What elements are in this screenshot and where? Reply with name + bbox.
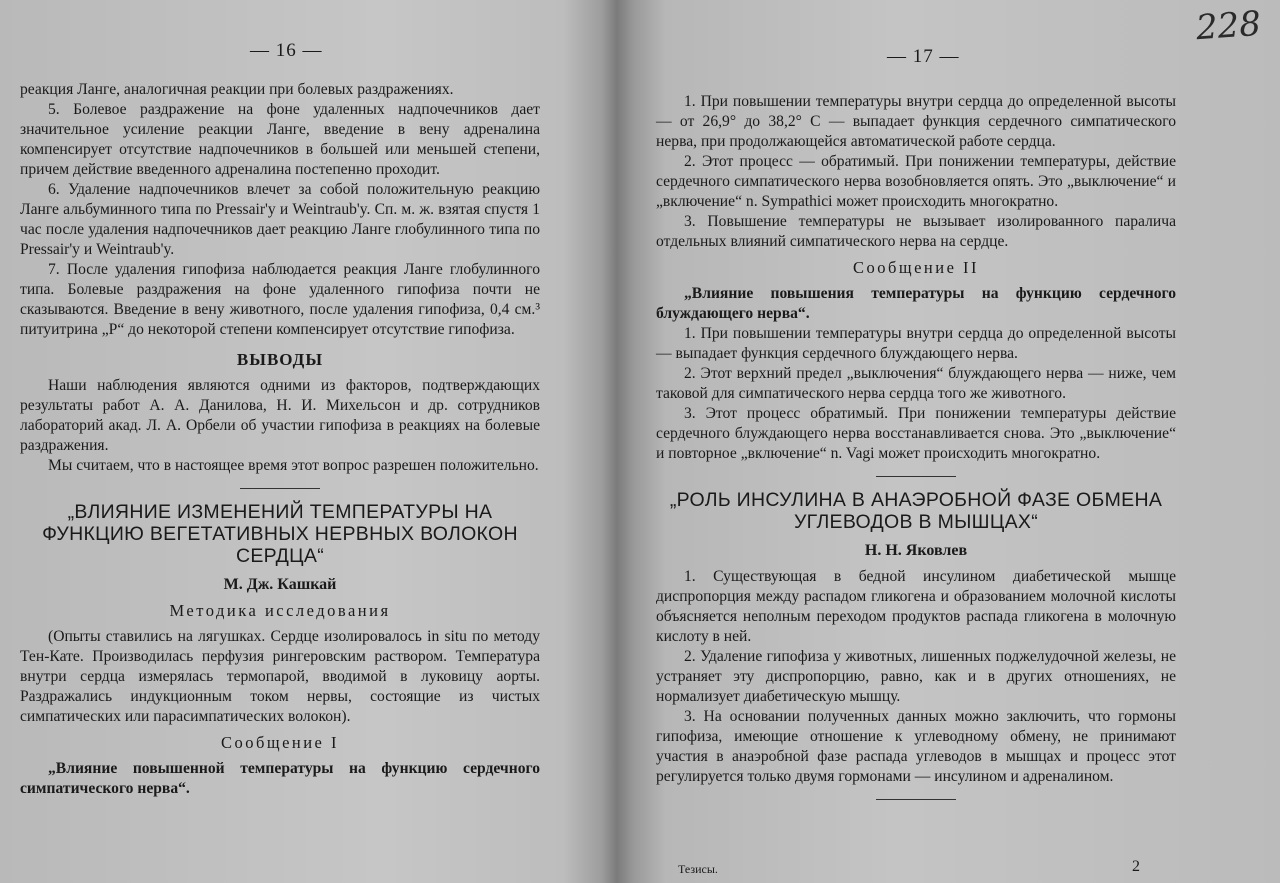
- left-text-column: [20, 80, 540, 799]
- report-heading: Сообщение II: [852, 258, 980, 277]
- report-title: „Влияние повышения температуры на функцию сердечного блуждающего нерва“.: [656, 285, 1176, 322]
- paragraph: Мы считаем, что в настоящее время этот вопрос разрешен положительно.: [48, 457, 539, 474]
- paragraph: 2. Этот верхний предел „выключения“ блуждающего нерва — ниже, чем таковой для симпатического нерва сердца того же животного.: [656, 365, 1176, 402]
- paragraph: Наши наблюдения являются одними из факторов, подтверждающих результаты работ А. А. Данилова, Н. И. Михельсон и др. сотрудников лабораторий акад. Л. А. Орбели об участии гипофиза в реакциях на болевые раздражения.: [20, 377, 540, 454]
- article-author: Н. Н. Яковлев: [864, 542, 968, 559]
- paragraph: 1. Существующая в бедной инсулином диабетической мышце диспропорция между распадом гликогена и образованием молочной кислоты объясняется неполным переходом продуктов распада гликогена в молочную кислоту в ней.: [656, 568, 1176, 645]
- paragraph: 1. При повышении температуры внутри сердца до определенной высоты — от 26,9° до 38,2° С — выпадает функция сердечного симпатического нерва, при продолжающейся автоматической работе сердца.: [656, 93, 1176, 150]
- footer-label: Тезисы.: [678, 862, 718, 876]
- paragraph: (Опыты ставились на лягушках. Сердце изолировалось in situ по методу Тен-Кате. Производилась перфузия рингеровским раствором. Температура внутри сердца измерялась термопарой, вводимой в луковицу аорты. Раздражались индукционным током нервы, состоящие из чистых симпатических или парасимпатических волокон).: [20, 628, 540, 725]
- method-heading: Методика исследования: [169, 601, 391, 620]
- section-divider: [876, 476, 956, 477]
- left-page: [0, 0, 580, 883]
- section-divider: [876, 799, 956, 800]
- footer-sheet-number: 2: [1132, 858, 1140, 875]
- paragraph: реакция Ланге, аналогичная реакции при болевых раздражениях.: [20, 81, 454, 98]
- paragraph: 2. Этот процесс — обратимый. При понижении температуры, действие сердечного симпатического нерва возобновляется опять. Это „выключение“ и „включение“ n. Sympathici может происходить многократно.: [656, 153, 1176, 210]
- right-text-column: [656, 92, 1176, 812]
- article-author: М. Дж. Кашкай: [223, 576, 337, 593]
- handwritten-page-mark: 228: [1194, 3, 1263, 49]
- section-divider: [240, 488, 320, 489]
- paragraph: 2. Удаление гипофиза у животных, лишенных поджелудочной железы, не устраняет эту диспропорцию, равно, как и в других отношениях, не нормализует диабетическую мышцу.: [656, 648, 1176, 705]
- page-number-right: — 17 —: [887, 46, 960, 67]
- paragraph: 3. Повышение температуры не вызывает изолированного паралича отдельных влияний симпатического нерва на сердце.: [656, 213, 1176, 250]
- paragraph: 5. Болевое раздражение на фоне удаленных надпочечников дает значительное усиление реакции Ланге, введение в вену адреналина компенсирует отсутствие надпочечников в большей или меньшей степени, причем действие введенного адреналина постепенно проходит.: [20, 101, 540, 178]
- report-heading: Сообщение I: [220, 733, 340, 752]
- paragraph: 3. Этот процесс обратимый. При понижении температуры действие сердечного блуждающего нерва восстанавливается снова. Это „выключение“ и повторное „включение“ n. Vagi может происходить многократно.: [656, 405, 1176, 462]
- article-title: „РОЛЬ ИНСУЛИНА В АНАЭРОБНОЙ ФАЗЕ ОБМЕНА УГЛЕВОДОВ В МЫШЦАХ“: [669, 489, 1163, 533]
- report-title: „Влияние повышенной температуры на функцию сердечного симпатического нерва“.: [20, 760, 540, 797]
- paragraph: 1. При повышении температуры внутри сердца до определенной высоты — выпадает функция сердечного блуждающего нерва.: [656, 325, 1176, 362]
- conclusions-heading: ВЫВОДЫ: [236, 350, 324, 369]
- right-page: [600, 0, 1280, 883]
- page-number-left: — 16 —: [250, 40, 323, 61]
- article-title: „ВЛИЯНИЕ ИЗМЕНЕНИЙ ТЕМПЕРАТУРЫ НА ФУНКЦИЮ ВЕГЕТАТИВНЫХ НЕРВНЫХ ВОЛОКОН СЕРДЦА“: [42, 501, 518, 567]
- paragraph: 6. Удаление надпочечников влечет за собой положительную реакцию Ланге альбуминного типа по Pressair'y и Weintraub'y. Сп. м. ж. взятая спустя 1 час после удаления надпочечников дает реакцию Ланге глобулинного типа по Pressair'y и Weintraub'y.: [20, 181, 540, 258]
- paragraph: 7. После удаления гипофиза наблюдается реакция Ланге глобулинного типа. Болевые раздражения на фоне удаленного гипофиза почти не сказываются. Введение в вену животного, после удаления гипофиза, 0,4 см.³ питуитрина „P“ до некоторой степени компенсирует отсутствие гипофиза.: [20, 261, 540, 338]
- paragraph: 3. На основании полученных данных можно заключить, что гормоны гипофиза, имеющие отношение к углеводному обмену, не принимают участия в анаэробной фазе распада углеводов в мышцах и процесс этот регулируется только двумя гормонами — инсулином и адреналином.: [656, 708, 1176, 785]
